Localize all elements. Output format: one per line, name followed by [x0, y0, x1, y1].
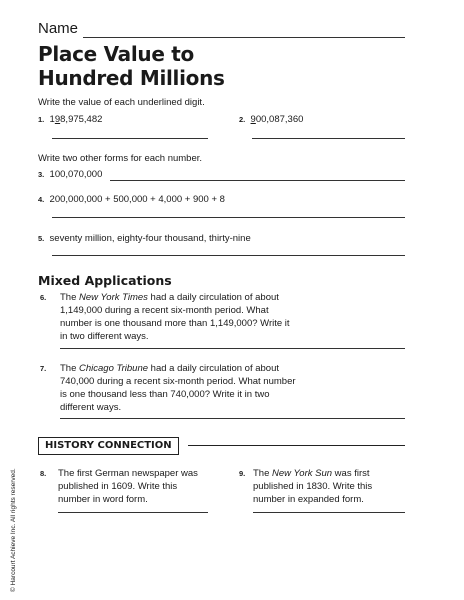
mixed-applications-heading: Mixed Applications: [38, 273, 172, 288]
question-3: [38, 168, 102, 181]
name-label: Name: [38, 20, 79, 37]
question-9-line1: was first: [332, 468, 370, 479]
question-1-underlined-digit: 9: [54, 114, 61, 125]
question-8-text: [58, 467, 228, 506]
question-9-text: [253, 467, 413, 506]
question-6-line4: in two different ways.: [60, 331, 149, 342]
question-4-number: 4.: [38, 195, 45, 204]
name-field[interactable]: [83, 37, 405, 38]
question-6-line1: had a daily circulation of about: [147, 292, 279, 303]
question-6-pre: The: [60, 292, 80, 303]
question-7-line1: had a daily circulation of about: [148, 363, 280, 374]
question-2-number: 2.: [239, 115, 246, 124]
question-9-line3: number in expanded form.: [253, 494, 364, 505]
answer-line-7[interactable]: [60, 418, 405, 419]
question-6-line2: 1,149,000 during a recent six-month period. What: [60, 305, 269, 316]
question-5-number: 5.: [38, 234, 45, 243]
answer-line-6[interactable]: [60, 348, 405, 349]
question-7-number: 7.: [40, 364, 47, 373]
page-title-line2: Hundred Millions: [38, 66, 225, 90]
question-8-line2: published in 1609. Write this: [58, 481, 178, 492]
question-1: [38, 113, 102, 126]
question-5-text: seventy million, eighty-four thousand, thirty-nine: [49, 233, 251, 244]
question-6-number: 6.: [40, 293, 47, 302]
question-1-suffix: 8,975,482: [60, 114, 103, 125]
history-connection-box: HISTORY CONNECTION: [38, 437, 179, 455]
question-2-suffix: 00,087,360: [255, 114, 304, 125]
part1-instruction: Write the value of each underlined digit.: [38, 97, 205, 108]
question-8-line1: The first German newspaper was: [58, 468, 198, 479]
part2-instruction: Write two other forms for each number.: [38, 153, 203, 164]
page-title-line1: Place Value to: [38, 42, 194, 66]
question-6-text: [60, 291, 410, 343]
answer-line-4[interactable]: [52, 217, 405, 218]
question-8-number: 8.: [40, 469, 47, 478]
question-7-text: [60, 362, 410, 414]
answer-line-8[interactable]: [58, 512, 208, 513]
answer-line-2[interactable]: [252, 138, 405, 139]
question-3-text: 100,070,000: [49, 169, 103, 180]
question-4-text: 200,000,000 + 500,000 + 4,000 + 900 + 8: [49, 194, 225, 205]
question-4: [38, 193, 225, 206]
question-1-number: 1.: [38, 115, 45, 124]
question-7-line4: different ways.: [60, 402, 122, 413]
answer-line-3a[interactable]: [110, 180, 405, 181]
question-6-paper: New York Times: [79, 292, 148, 303]
question-8-line3: number in word form.: [58, 494, 148, 505]
question-1-prefix: 1: [49, 114, 55, 125]
question-7-line3: is one thousand less than 740,000? Write it in two: [60, 389, 270, 400]
question-7-line2: 740,000 during a recent six-month period. What number: [60, 376, 296, 387]
copyright-notice: © Harcourt Achieve Inc. All rights reserved.: [10, 468, 17, 592]
question-5: [38, 232, 251, 245]
answer-line-5[interactable]: [52, 255, 405, 256]
answer-line-1[interactable]: [52, 138, 208, 139]
question-7-pre: The: [60, 363, 80, 374]
answer-line-9[interactable]: [253, 512, 405, 513]
question-3-number: 3.: [38, 170, 45, 179]
question-9-pre: The: [253, 468, 273, 479]
question-9-number: 9.: [239, 469, 246, 478]
question-7-paper: Chicago Tribune: [79, 363, 149, 374]
question-6-line3: number is one thousand more than 1,149,000? Write it: [60, 318, 290, 329]
page-title: [38, 42, 225, 90]
question-9-paper: New York Sun: [272, 468, 333, 479]
question-2: [239, 113, 303, 126]
history-divider: [188, 445, 405, 446]
question-2-underlined-digit: 9: [250, 114, 256, 125]
question-9-line2: published in 1830. Write this: [253, 481, 373, 492]
